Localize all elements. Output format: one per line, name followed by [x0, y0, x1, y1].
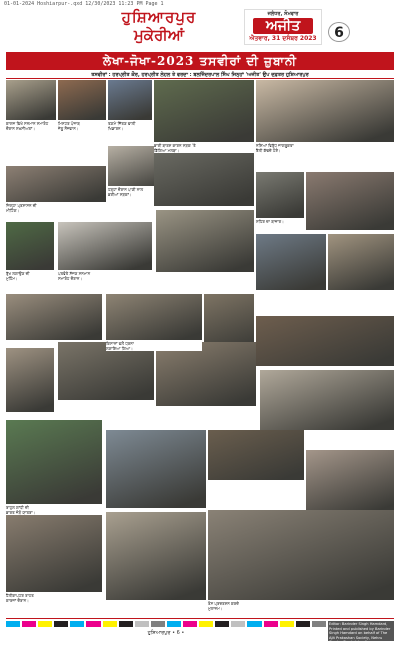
- caption-line: ਮਿਸਟਰ ਪੰਜਾਬ: [58, 121, 80, 126]
- photo-credit-line: ਤਸਵੀਰਾਂ : ਹਰਪ੍ਰੀਤ ਕੌਰ, ਹਰਪ੍ਰੀਤ ਲੇਹਲ ਤੇ ਵਰਦਾ : ਬਲਜਿੰਦਰਪਾਲ ਸਿੰਘ ਜਿਨ੍ਹਾਂ 'ਅਜੀਤ' ਉਪ ਦਫ਼ਤਰ ਹੁਸ਼ਿਆਰਪੁਰ: [6, 71, 394, 79]
- photo-caption: [6, 203, 106, 213]
- caption-line: ਕਿਸਾਨਾਂ ਵਲੋਂ ਧਰਨਾ: [106, 341, 134, 346]
- photo-caption: [256, 219, 304, 229]
- caption-line: ਸ਼ਹਿਰ ਦਾ ਬਾਜ਼ਾਰ।: [256, 219, 284, 224]
- photo-caption: [208, 601, 394, 611]
- rally-mountain-photo: [256, 234, 326, 290]
- color-swatch: [6, 621, 20, 627]
- photo-grid: [6, 80, 394, 615]
- color-swatch: [119, 621, 133, 627]
- page-footer: [6, 618, 394, 643]
- color-swatch: [183, 621, 197, 627]
- publisher-imprint: Editor: Barinder Singh Hamdard, Printed and published by Barinder Singh Hamdard on behalf of The Ajit Prakashan Society, Nehru Garden Road, Jalandhar.: [328, 621, 394, 641]
- caption-line: ਦੌਰਾਨ ਸ਼ਖ਼ਸੀਅਤਾਂ।: [6, 126, 35, 131]
- page-number: 6: [328, 22, 350, 42]
- color-swatch: [231, 621, 245, 627]
- color-swatch: [54, 621, 68, 627]
- caption-line: ਨਸ਼ਿਆਂ ਵਿਰੁੱਧ ਜਾਗਰੂਕਤਾ: [256, 143, 294, 148]
- color-swatch: [264, 621, 278, 627]
- caption-line: ਕਾਲਜ ਵਿਖੇ ਸਨਮਾਨ ਸਮਾਰੋਹ: [6, 121, 49, 126]
- caption-line: ਭਰੀਆਂ ਸੜਕਾਂ।: [108, 192, 132, 197]
- bodybuilder-photo: [58, 80, 106, 120]
- caption-line: ਕਾਰਜਾਂ ਦੌਰਾਨ।: [6, 598, 29, 603]
- flooded-street-photo: [154, 146, 254, 206]
- stage-ceremony-photo: [6, 294, 102, 340]
- banner-protest-photo: [256, 80, 394, 142]
- color-swatch: [215, 621, 229, 627]
- caption-line: [256, 224, 304, 229]
- brand-line-1: ਹੁਸ਼ਿਆਰਪੁਰ: [121, 8, 197, 26]
- color-swatch: [280, 621, 294, 627]
- group-award-photo: [6, 80, 56, 120]
- road-landslide-photo: [154, 80, 254, 142]
- caption-line: ਪਤਵੰਤੇ ਸੱਜਣ ਸਨਮਾਨ: [58, 271, 91, 276]
- caption-line: ਜ਼ਿਲ੍ਹਾ ਪ੍ਰਸ਼ਾਸਨ ਦੀ: [6, 203, 37, 208]
- caption-line: ਰੁੱਖ ਲਗਾਉਣ ਦੀ: [6, 271, 30, 276]
- edition-brand: [84, 8, 234, 46]
- crowd-protest-photo: [208, 430, 304, 480]
- caption-line: ਰੈਲੀ ਕੱਢਦੇ ਹੋਏ।: [256, 148, 281, 153]
- town-street-photo: [256, 172, 304, 218]
- temple-gathering-photo: [6, 348, 54, 412]
- caption-line: ਹੜ੍ਹਾਂ ਦੌਰਾਨ ਪਾਣੀ ਨਾਲ: [108, 187, 144, 192]
- caption-line: ਭਾਰਤ ਜੋੜੋ ਯਾਤਰਾ।: [6, 510, 36, 515]
- photo-caption: [6, 121, 56, 131]
- photo-caption: [6, 271, 54, 281]
- caption-line: ਹੈਲੀਕਾਪਟਰ ਰਾਹਤ: [6, 593, 34, 598]
- color-swatch: [38, 621, 52, 627]
- photo-caption: [58, 121, 106, 131]
- cartons-donation-photo: [328, 234, 394, 290]
- photo-caption: [154, 143, 254, 153]
- color-swatch: [22, 621, 36, 627]
- caption-line: ਡਿੱਗਿਆ ਮਲਬਾ।: [154, 148, 180, 153]
- logo-title: ਅਜੀਤ: [253, 18, 313, 34]
- color-swatch: [312, 621, 326, 627]
- color-swatch: [199, 621, 213, 627]
- masthead: [6, 8, 394, 50]
- group-students-photo: [306, 450, 394, 514]
- color-swatch: [167, 621, 181, 627]
- color-swatch: [103, 621, 117, 627]
- caption-line: ਭਾਰੀ ਬਾਰਸ਼ ਕਾਰਨ ਸੜਕ 'ਤੇ: [154, 143, 196, 148]
- print-slug-left: 01-01-2024 Hoshiarpur-.qxd 12/30/2023 11:23 PM Page 1: [4, 1, 164, 7]
- footer-page-label: ਹੁਸ਼ਿਆਰਪੁਰ • 6 •: [147, 630, 185, 636]
- caption-line: ਮੀਟਿੰਗ।: [6, 208, 20, 213]
- color-swatch: [296, 621, 310, 627]
- helicopter-photo: [106, 430, 206, 508]
- color-swatch: [151, 621, 165, 627]
- photo-caption: [58, 271, 152, 281]
- photo-caption: [6, 505, 102, 515]
- caption-line: ਮੁਹਿੰਮ।: [6, 276, 18, 281]
- forest-trek-photo: [6, 222, 54, 270]
- ajit-logo: [244, 9, 322, 45]
- caption-line: ਰਾਹੁਲ ਗਾਂਧੀ ਦੀ: [6, 505, 29, 510]
- banner-rally-photo: [106, 512, 206, 600]
- rahul-gandhi-photo: [260, 370, 394, 430]
- photo-caption: [256, 143, 394, 153]
- dignitaries-photo: [58, 222, 152, 270]
- photo-caption: [108, 121, 152, 131]
- print-color-bar: [6, 621, 326, 627]
- caption-line: ਮੁਲਾਜ਼ਮ।: [208, 606, 223, 611]
- caption-line: ਜੇਤੂ ਨੌਜਵਾਨ।: [58, 126, 79, 131]
- rally-road-photo: [106, 294, 202, 340]
- logo-small-text: ਜਲੰਧਰ, ਸੋਮਵਾਰ: [267, 11, 299, 17]
- woman-medals-photo: [108, 80, 152, 120]
- women-award-photo: [306, 172, 394, 230]
- caption-line: ਸਮਾਰੋਹ ਦੌਰਾਨ।: [58, 276, 83, 281]
- caption-line: ਤਗ਼ਮੇ ਜਿੱਤਣ ਵਾਲੀ: [108, 121, 136, 126]
- caption-line: ਰੋਸ ਪ੍ਰਦਰਸ਼ਨ ਕਰਦੇ: [208, 601, 239, 606]
- color-swatch: [70, 621, 84, 627]
- color-swatch: [86, 621, 100, 627]
- campaign-photo: [208, 510, 394, 600]
- print-slug-line: [0, 0, 400, 7]
- color-swatch: [247, 621, 261, 627]
- section-title-banner: ਲੇਖਾ-ਜੋਖਾ-2023 ਤਸਵੀਰਾਂ ਦੀ ਜ਼ੁਬਾਨੀ: [6, 52, 394, 70]
- meeting-group-photo: [6, 166, 106, 202]
- photo-caption: [6, 593, 102, 603]
- crowd-gathering-photo: [156, 210, 254, 272]
- caption-line: ਖਿਡਾਰਨ।: [108, 126, 124, 131]
- brand-line-2: ਮੁਕੇਰੀਆਂ: [133, 26, 185, 44]
- dharna-photo: [6, 512, 102, 592]
- caption-line: ਲਗਾਇਆ ਗਿਆ।: [106, 346, 133, 351]
- logo-date: ਐਤਵਾਰ, 31 ਦਸੰਬਰ 2023: [249, 35, 317, 42]
- ribbon-cutting-photo: [156, 342, 256, 406]
- military-officer-photo: [256, 316, 394, 366]
- photo-caption: [106, 341, 202, 351]
- tree-planting-photo: [6, 420, 102, 504]
- photo-caption: [108, 187, 152, 197]
- color-swatch: [135, 621, 149, 627]
